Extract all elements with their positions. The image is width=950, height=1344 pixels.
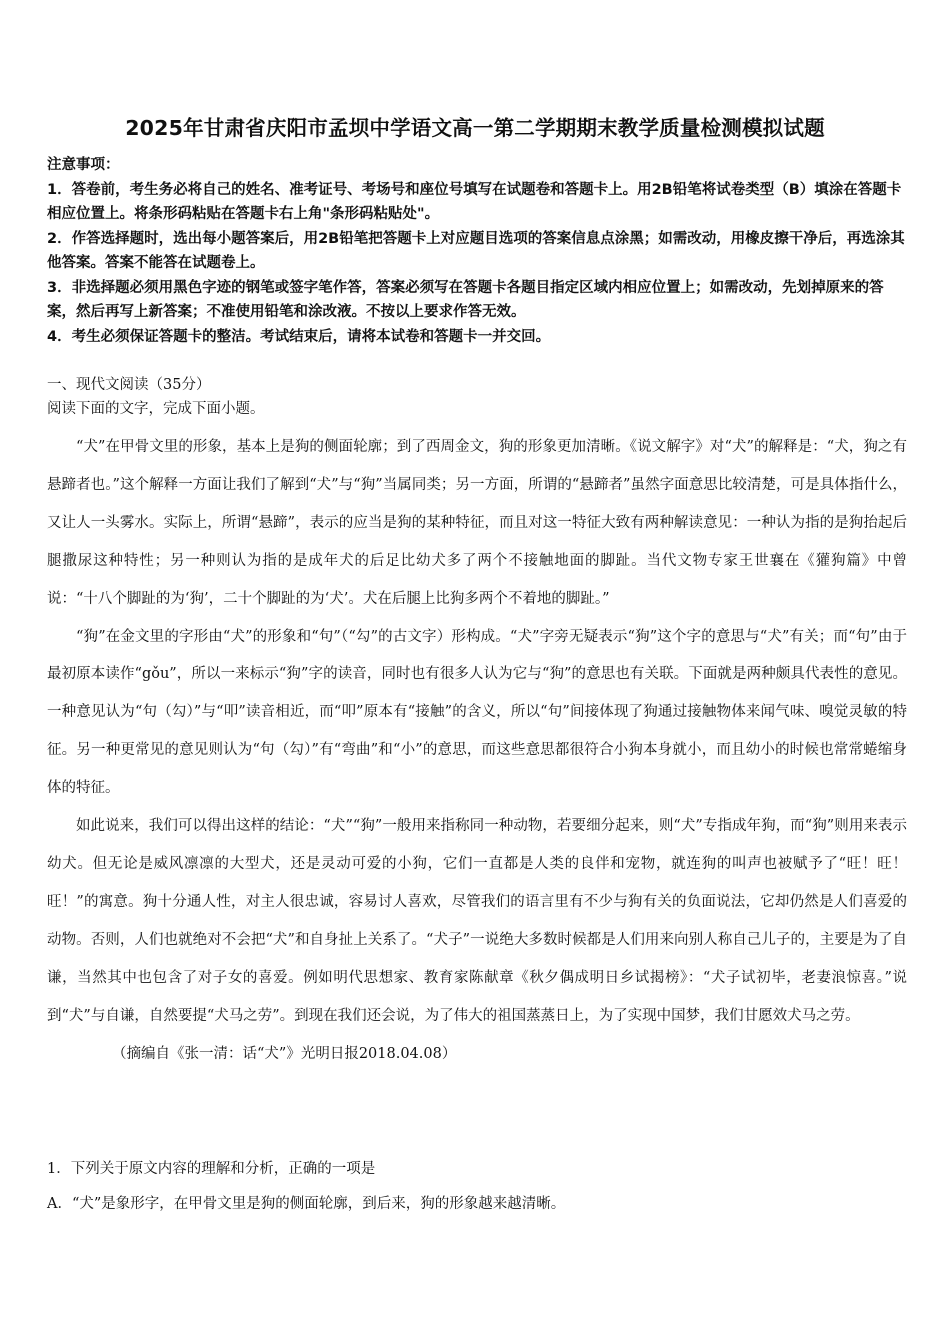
- question-block: [47, 1152, 907, 1222]
- passage-paragraph-2: “狗”在金文里的字形由“犬”的形象和“句”（“勾”的古文字）形构成。“犬”字旁无疑表示“狗”这个字的意思与“犬”有关；而“句”由于最初原本读作“gǒu”，所以一来标示“狗”字的读音，同时也有很多人认为它与“狗”的意思也有关联。下面就是两种颇具代表性的意见。一种意见认为“句（勾）”与“叩”读音相近，而“叩”原本有“接触”的含义，所以“句”间接体现了狗通过接触物体来闻气味、嗅觉灵敏的特征。另一种更常见的意见则认为“句（勾）”有“弯曲”和“小”的意思，而这些意思都很符合小狗本身就小，而且幼小的时候也常常蜷缩身体的特征。: [47, 628, 907, 797]
- passage-paragraph-1: “犬”在甲骨文里的形象，基本上是狗的侧面轮廓；到了西周金文，狗的形象更加清晰。《说文解字》对“犬”的解释是：“犬，狗之有悬蹄者也。”这个解释一方面让我们了解到“犬”与“狗”当属同类；另一方面，所谓的“悬蹄者”虽然字面意思比较清楚，可是具体指什么，又让人一头雾水。实际上，所谓“悬蹄”，表示的应当是狗的某种特征，而且对这一特征大致有两种解读意见：一种认为指的是狗抬起后腿撒尿这种特性；另一种则认为指的是成年犬的后足比幼犬多了两个不接触地面的脚趾。当代文物专家王世襄在《獾狗篇》中曾说：“十八个脚趾的为‘狗’，二十个脚趾的为‘犬’。犬在后腿上比狗多两个不着地的脚趾。”: [47, 439, 907, 607]
- notice-item-1: 1．答卷前，考生务必将自己的姓名、准考证号、考场号和座位号填写在试题卷和答题卡上。用2B铅笔将试卷类型（B）填涂在答题卡相应位置上。将条形码粘贴在答题卡右上角"条形码粘贴处"。: [47, 181, 902, 222]
- reading-passage: [47, 429, 907, 1073]
- notice-item-2: 2．作答选择题时，选出每小题答案后，用2B铅笔把答题卡上对应题目选项的答案信息点涂黑；如需改动，用橡皮擦干净后，再选涂其他答案。答案不能答在试题卷上。: [47, 230, 905, 271]
- exam-title: 2025年甘肃省庆阳市孟坝中学语文高一第二学期期末教学质量检测模拟试题: [125, 116, 825, 140]
- section-instruction: 阅读下面的文字，完成下面小题。: [47, 401, 265, 417]
- section-header: [47, 373, 907, 421]
- question-1-stem: 1．下列关于原文内容的理解和分析，正确的一项是: [47, 1161, 376, 1177]
- question-1-option-a: A．“犬”是象形字，在甲骨文里是狗的侧面轮廓，到后来，狗的形象越来越清晰。: [47, 1196, 566, 1212]
- notice-item-3: 3．非选择题必须用黑色字迹的钢笔或签字笔作答，答案必须写在答题卡各题目指定区域内相应位置上；如需改动，先划掉原来的答案，然后再写上新答案；不准使用铅笔和涂改液。不按以上要求作答无效。: [47, 279, 884, 320]
- section-heading: 一、现代文阅读（35分）: [47, 377, 211, 393]
- notice-block: [47, 153, 907, 349]
- passage-source: （摘编自《张一清：话“犬”》光明日报2018.04.08）: [112, 1045, 457, 1062]
- notice-item-4: 4．考生必须保证答题卡的整洁。考试结束后，请将本试卷和答题卡一并交回。: [47, 328, 551, 345]
- notice-heading: 注意事项：: [47, 157, 120, 173]
- passage-paragraph-3: 如此说来，我们可以得出这样的结论：“犬”“狗”一般用来指称同一种动物，若要细分起来，则“犬”专指成年狗，而“狗”则用来表示幼犬。但无论是威风凛凛的大型犬，还是灵动可爱的小狗，它们一直都是人类的良伴和宠物，就连狗的叫声也被赋予了“旺！旺！旺！”的寓意。狗十分通人性，对主人很忠诚，容易讨人喜欢，尽管我们的语言里有不少与狗有关的负面说法，它却仍然是人们喜爱的动物。否则，人们也就绝对不会把“犬”和自身扯上关系了。“犬子”一说绝大多数时候都是人们用来向别人称自己儿子的，主要是为了自谦，当然其中也包含了对子女的喜爱。例如明代思想家、教育家陈献章《秋夕偶成明日乡试揭榜》：“犬子试初毕，老妻浪惊喜。”说到“犬”与自谦，自然要提“犬马之劳”。到现在我们还会说，为了伟大的祖国蒸蒸日上，为了实现中国梦，我们甘愿效犬马之劳。: [47, 818, 907, 1024]
